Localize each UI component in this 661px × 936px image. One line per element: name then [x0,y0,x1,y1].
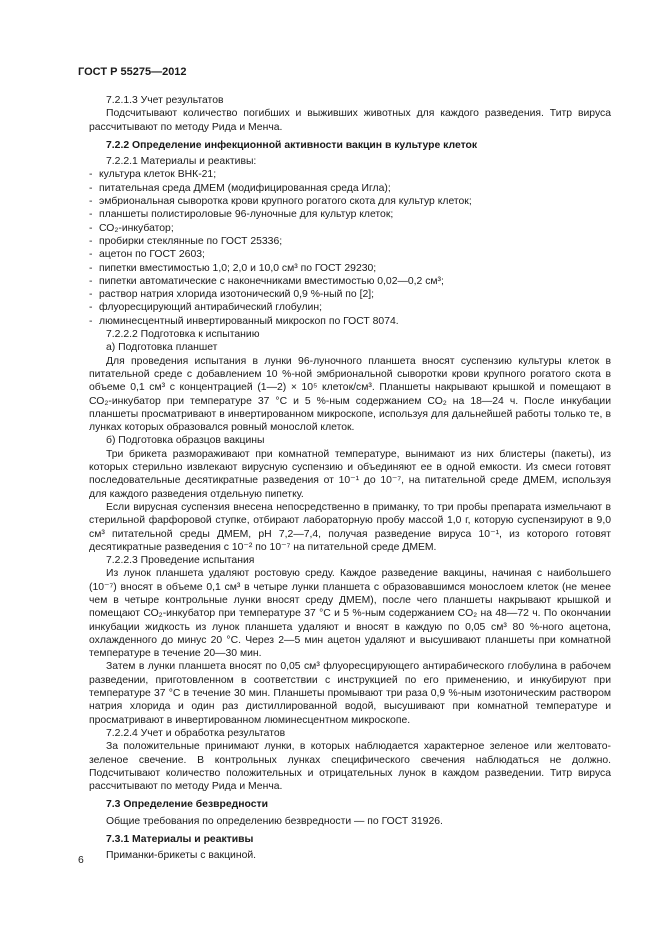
materials-list [89,168,611,328]
standard-header: ГОСТ Р 55275—2012 [78,66,187,78]
list-item: - питательная среда ДМЕМ (модифицированная среда Игла); [89,182,611,195]
section-7-3-text: Общие требования по определению безвредности — по ГОСТ 31926. [106,815,443,827]
subsection-b-title: б) Подготовка образцов вакцины [106,435,265,447]
document-body [89,94,611,863]
section-7-3-1-heading: 7.3.1 Материалы и реактивы [106,834,254,846]
list-item: - планшеты полистироловые 96-луночные для культур клеток; [89,208,611,221]
list-item: - СО₂-инкубатор; [89,222,611,235]
subsection-a-text: Для проведения испытания в лунки 96-луночного планшета вносят суспензию культуры клеток в питательной среде с добавлением 10 %-ной эмбриональной сыворотки крови крупного рогатого скота в объеме 0,1 см³ с концентрацией (1—2) × 10⁵ клеток/см³. Планшеты накрывают крышкой и помещают в СО₂-инкубатор при температуре 37 °С и 5 %-ным содержанием СО₂ на 18—24 ч. После инкубации планшеты просматривают в инвертированном микроскопе, используя для дальнейшей работы только те, в лунках которых образовался ровный монослой клеток. [89,355,611,434]
section-7-2-2-4-text: За положительные принимают лунки, в которых наблюдается характерное зеленое или желтовато-зеленое свечение. В контрольных лунках специфического свечения наблюдаться не должно. Подсчитывают количество положительных и отрицательных лунок в каждом разведении. Титр вируса рассчитывают по методу Рида и Менча. [89,741,611,793]
subsection-b-text-1: Три брикета размораживают при комнатной температуре, вынимают из них блистеры (пакеты), из которых стерильно извлекают вирусную суспензию и объединяют ее в одной емкости. Из смеси готовят последовательные десятикратные разведения от 10⁻¹ до 10⁻⁷, на питательной среде ДМЕМ, используя для каждого разведения отдельную пипетку. [89,448,611,500]
section-7-2-1-3-text: Подсчитывают количество погибших и выживших животных для каждого разведения. Титр вируса рассчитывают по методу Рида и Менча. [89,108,611,133]
list-item: - флуоресцирующий антирабический глобулин; [89,301,611,314]
section-7-2-2-1-title: 7.2.2.1 Материалы и реактивы: [106,156,257,168]
section-7-2-2-3-text-2: Затем в лунки планшета вносят по 0,05 см³ флуоресцирующего антирабического глобулина в рабочем разведении, приготовленном в соответствии с инструкцией по его применению, и инкубируют при температуре 37 °С в течение 30 мин. Планшеты промывают три раза 0,9 %-ным изотоническим раствором натрия хлорида и один раз дистиллированной водой, высушивают при комнатной температуре и просматривают в инвертированном люминесцентном микроскопе. [89,661,611,726]
subsection-a-title: а) Подготовка планшет [106,342,218,354]
list-item: - раствор натрия хлорида изотонический 0,9 %-ный по [2]; [89,288,611,301]
section-7-2-2-2-title: 7.2.2.2 Подготовка к испытанию [106,329,260,341]
section-7-2-2-4-title: 7.2.2.4 Учет и обработка результатов [106,727,286,739]
list-item: - пипетки автоматические с наконечниками вместимостью 0,02—0,2 см³; [89,275,611,288]
list-item: - эмбриональная сыворотка крови крупного рогатого скота для культур клеток; [89,195,611,208]
section-7-2-1-3-title: 7.2.1.3 Учет результатов [106,95,224,106]
list-item: - пипетки вместимостью 1,0; 2,0 и 10,0 см³ по ГОСТ 29230; [89,262,611,275]
list-item: - пробирки стеклянные по ГОСТ 25336; [89,235,611,248]
section-7-2-2-3-text-1: Из лунок планшета удаляют ростовую среду. Каждое разведение вакцины, начиная с наибольшего (10⁻⁷) вносят в объеме 0,1 см³ в четыре лунки планшета с образовавшимся монослоем клеток (не менее чем в четыре контрольные лунки вносят среду ДМЕМ), после чего планшеты накрывают крышкой и помещают СО₂-инкубатор при температуре 37 °С и 5 %-ным содержанием СО₂ на 48—72 ч. По окончании инкубации жидкость из лунок планшета удаляют и вносят в каждую по 0,05 см³ 80 %-ного ацетона, охлажденного до минус 20 °С. Через 2—5 мин ацетон удаляют и высушивают планшеты при комнатной температуре в течение 20—30 мин. [89,568,611,660]
section-7-3-heading: 7.3 Определение безвредности [106,799,268,811]
section-7-2-2-heading: 7.2.2 Определение инфекционной активности вакцин в культуре клеток [106,139,478,151]
page-number: 6 [78,855,84,866]
section-7-3-1-text: Приманки-брикеты с вакциной. [106,850,257,862]
subsection-b-text-2: Если вирусная суспензия внесена непосредственно в приманку, то три пробы препарата измельчают в стерильной фарфоровой ступке, отбирают лабораторную пробу массой 1,0 г, которую суспензируют в 9,0 см³ питательной среды ДМЕМ, pH 7,2—7,4, получая разведение вируса 10⁻¹, из которого готовят десятикратные разведения с 10⁻² по 10⁻⁷ на питательной среде ДМЕМ. [89,501,611,553]
list-item: - ацетон по ГОСТ 2603; [89,248,611,261]
list-item: - культура клеток ВНК-21; [89,168,611,181]
list-item: - люминесцентный инвертированный микроскоп по ГОСТ 8074. [89,315,611,328]
section-7-2-2-3-title: 7.2.2.3 Проведение испытания [106,555,255,567]
